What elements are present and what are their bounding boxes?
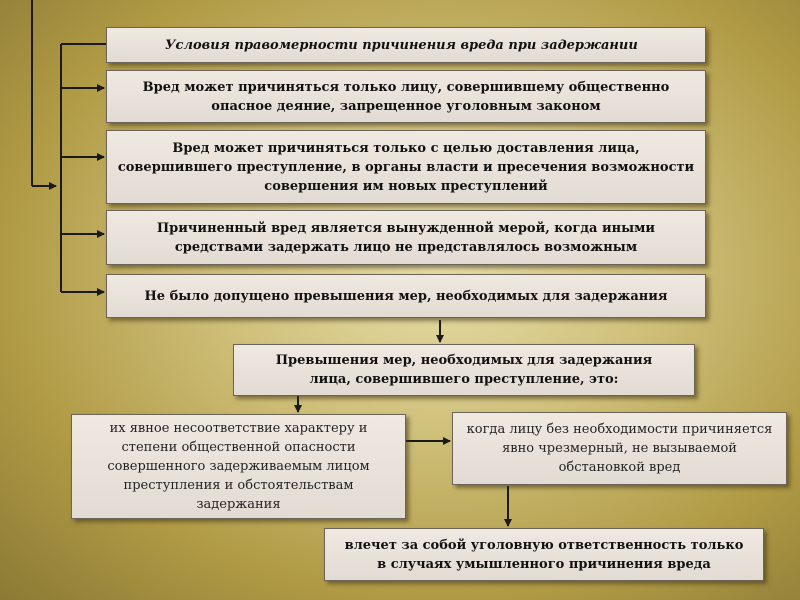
condition-box-2 <box>106 130 706 204</box>
condition-text-1: Вред может причиняться только лицу, совершившему общественно опасное деяние, запрещенное уголовным законом <box>142 79 670 114</box>
excess-right-text: когда лицу без необходимости причиняется явно чрезмерный, не вызываемой обстановкой вред <box>466 422 773 475</box>
excess-right-box <box>452 412 787 485</box>
header-title-box <box>106 27 706 63</box>
excess-left-text: их явное несоответствие характеру и степени общественной опасности совершенного задерживаемым лицом преступления и обстоятельствам задержания <box>107 421 370 512</box>
excess-left-box <box>71 414 406 519</box>
consequence-box <box>324 528 764 581</box>
condition-text-2: Вред может причиняться только с целью доставления лица, совершившего преступление, в органы власти и пресечения возможности совершения им новых преступлений <box>117 140 695 194</box>
condition-box-4 <box>106 274 706 318</box>
header-title: Условия правомерности причинения вреда при задержании <box>165 37 638 53</box>
consequence-text: влечет за собой уголовную ответственность только в случаях умышленного причинения вреда <box>344 537 744 572</box>
excess-title: Превышения мер, необходимых для задержания лица, совершившего преступление, это: <box>275 353 653 387</box>
condition-text-4: Не было допущено превышения мер, необходимых для задержания <box>144 288 668 304</box>
excess-title-box <box>233 344 695 396</box>
condition-box-1 <box>106 70 706 123</box>
condition-text-3: Причиненный вред является вынужденной мерой, когда иными средствами задержать лицо не представлялось возможным <box>156 220 656 255</box>
condition-box-3 <box>106 210 706 265</box>
